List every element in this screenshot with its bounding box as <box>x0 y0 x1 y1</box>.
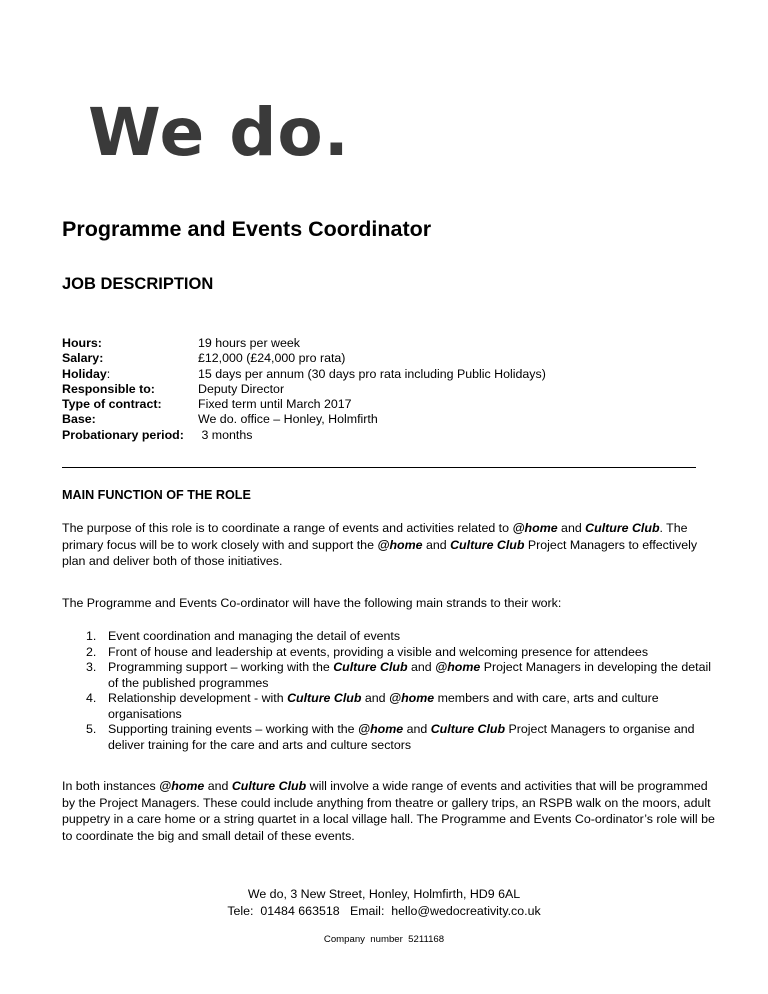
list-item <box>62 629 722 645</box>
text-run: and <box>204 779 232 793</box>
text-run: Programming support – working with the <box>108 660 334 674</box>
strands-intro-paragraph: The Programme and Events Co-ordinator will have the following main strands to their work: <box>62 596 562 610</box>
detail-row-holiday <box>62 367 546 382</box>
detail-row-probation <box>62 428 546 443</box>
text-run: will involve a wide range of events and activities that will be programmed by the Project Managers. These could include anything from theatre or gallery trips, an RSPB walk on the moors, adult puppetry in a care home or a string quartet in a local village hall. The Programme and Events Co-ordinator’s role will be to coordinate the big and small detail of these events. <box>62 779 715 843</box>
detail-label: Probationary period: <box>62 427 184 442</box>
list-item <box>62 691 722 722</box>
detail-label: Salary: <box>62 351 104 366</box>
detail-label-colon: : <box>106 366 111 381</box>
list-text <box>108 660 722 691</box>
text-run: The purpose of this role is to coordinate a range of events and activities related to <box>62 521 513 535</box>
at-home-name: @home <box>377 537 423 552</box>
culture-club-name: Culture Club <box>333 660 408 674</box>
culture-club-name: Culture Club <box>231 779 307 793</box>
purpose-paragraph <box>62 520 722 570</box>
culture-club-name: Culture Club <box>430 722 506 736</box>
detail-label: Hours: <box>62 336 102 350</box>
detail-value: 3 months <box>198 427 253 442</box>
detail-value: We do. office – Honley, Holmfirth <box>198 412 378 427</box>
detail-label: Responsible to: <box>62 381 155 396</box>
page-title: Programme and Events Coordinator <box>62 217 432 241</box>
detail-row-responsible-to <box>62 382 546 397</box>
text-run: Relationship development - with <box>108 691 288 705</box>
text-run: and <box>407 660 436 674</box>
text-run: . The primary focus will be to work closely with and support the <box>62 521 688 552</box>
detail-row-hours <box>62 336 546 351</box>
text-run: and <box>403 722 431 736</box>
list-number: 3. <box>86 660 97 674</box>
list-number: 1. <box>86 629 97 643</box>
at-home-name: @home <box>388 691 435 705</box>
job-details <box>62 336 546 443</box>
detail-label: Base: <box>62 412 96 427</box>
culture-club-name: Culture Club <box>450 537 525 552</box>
detail-value: 15 days per annum (30 days pro rata including Public Holidays) <box>198 366 546 381</box>
main-function-heading: MAIN FUNCTION OF THE ROLE <box>62 488 251 502</box>
list-text <box>108 722 722 753</box>
list-text <box>108 691 722 722</box>
text-run: Project Managers to effectively plan and deliver both of those initiatives. <box>62 537 698 568</box>
detail-label-bold: Holiday <box>62 366 107 381</box>
list-item <box>62 645 722 661</box>
text-run: and <box>361 691 389 705</box>
events-paragraph <box>62 778 722 844</box>
detail-label <box>62 367 198 382</box>
detail-row-base <box>62 412 546 427</box>
text-run: and <box>557 521 586 535</box>
detail-value: £12,000 (£24,000 pro rata) <box>198 351 346 366</box>
list-number: 2. <box>86 644 97 659</box>
list-item <box>62 660 722 691</box>
detail-value: 19 hours per week <box>198 336 300 350</box>
text-run: In both instances <box>62 779 160 793</box>
footer-address: We do, 3 New Street, Honley, Holmfirth, HD9 6AL <box>247 887 521 901</box>
list-text: Front of house and leadership at events, providing a visible and welcoming presence for attendees <box>108 644 649 659</box>
text-run: Project Managers to organise and deliver training for the care and arts and culture sectors <box>108 722 695 752</box>
text-run: Project Managers in developing the detail of the published programmes <box>108 660 711 690</box>
at-home-name: @home <box>512 521 558 535</box>
text-run: and <box>422 537 451 552</box>
we-do-logo: We do. <box>88 94 350 171</box>
culture-club-name: Culture Club <box>287 691 362 705</box>
footer-company-number: Company number 5211168 <box>323 934 445 945</box>
detail-row-contract-type <box>62 397 546 412</box>
detail-value: Deputy Director <box>198 381 285 396</box>
strands-list <box>62 629 722 753</box>
at-home-name: @home <box>358 722 404 736</box>
culture-club-name: Culture Club <box>585 521 660 535</box>
footer-contact: Tele: 01484 663518 Email: hello@wedocreativity.co.uk <box>227 904 541 918</box>
list-number: 5. <box>86 722 97 736</box>
job-description-heading: JOB DESCRIPTION <box>62 275 214 293</box>
horizontal-divider <box>62 467 696 468</box>
text-run: members and with care, arts and culture organisations <box>108 691 659 721</box>
list-text: Event coordination and managing the detail of events <box>108 629 401 643</box>
list-item <box>62 722 722 753</box>
detail-row-salary <box>62 351 546 366</box>
detail-label: Type of contract: <box>62 397 162 412</box>
list-number: 4. <box>86 691 97 705</box>
at-home-name: @home <box>159 779 205 793</box>
text-run: Supporting training events – working with the <box>108 722 359 736</box>
detail-value: Fixed term until March 2017 <box>198 397 352 412</box>
at-home-name: @home <box>435 660 481 674</box>
